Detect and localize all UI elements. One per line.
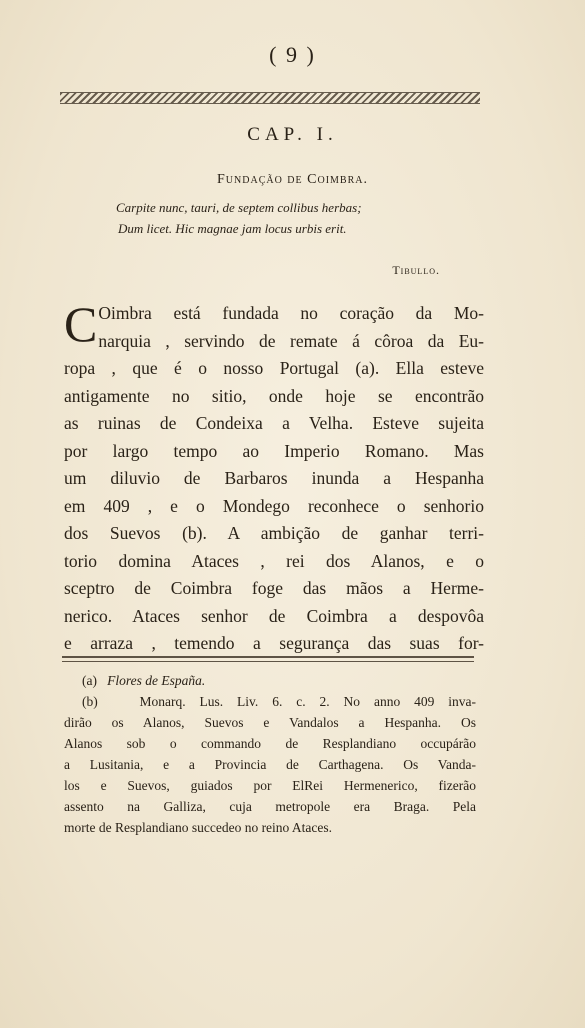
epigraph: [116, 197, 436, 239]
footnote-a: [64, 670, 476, 691]
footnote-label: (b): [82, 694, 98, 709]
chapter-title: Fundação de Coimbra.: [217, 172, 368, 187]
chapter-heading: CAP. I.: [247, 124, 338, 145]
footnote-text: Flores de España.: [107, 673, 206, 688]
page-number: ( 9 ): [269, 42, 316, 67]
text-line: um diluvio de Barbaros inunda a Hespanha: [64, 468, 484, 488]
footnotes: [64, 670, 476, 838]
text-line: as ruinas de Condeixa a Velha. Esteve sujeita: [64, 413, 484, 433]
drop-cap: C: [64, 296, 98, 352]
text-line: por largo tempo ao Imperio Romano. Mas: [64, 440, 484, 461]
text-line: antigamente no sitio, onde hoje se encontrão: [64, 385, 484, 406]
body-paragraph: [64, 296, 484, 658]
text-line: e arraza , temendo a segurança das suas for-: [64, 633, 484, 653]
text-line: Oimbra está fundada no coração da Mo-: [98, 303, 484, 323]
text-line: nerico. Ataces senhor de Coimbra a despovôa: [64, 605, 484, 626]
text-line: dos Suevos (b). A ambição de ganhar terri-: [64, 523, 484, 543]
footnote-b-line: los e Suevos, guiados por ElRei Hermenerico, fizerão: [64, 778, 476, 793]
epigraph-author: Tibullo.: [392, 263, 440, 277]
footnote-b-line: morte de Resplandiano succedeo no reino Ataces.: [64, 820, 333, 835]
text-line: sceptro de Coimbra foge das mãos a Herme-: [64, 578, 484, 598]
text-line: ropa , que é o nosso Portugal (a). Ella esteve: [64, 358, 484, 378]
footnote-b-line: assento na Galliza, cuja metropole era Braga. Pela: [64, 799, 476, 814]
footnote-b-line: a Lusitania, e a Provincia de Carthagena. Os Vanda-: [64, 757, 476, 772]
footnote-b-line: dirão os Alanos, Suevos e Vandalos a Hespanha. Os: [64, 715, 476, 730]
text-line: em 409 , e o Mondego reconhece o senhorio: [64, 495, 484, 516]
footnote-text: Monarq. Lus. Liv. 6. c. 2. No anno 409 inva-: [139, 694, 476, 709]
footnote-divider: [62, 656, 474, 662]
footnote-label: (a): [82, 673, 97, 688]
footnote-b-line: Alanos sob o commando de Resplandiano occupárão: [64, 736, 476, 751]
text-line: narquia , servindo de remate á côroa da Eu-: [98, 330, 484, 351]
ornamental-rule: [60, 92, 480, 104]
footnote-b-line: [64, 691, 476, 712]
epigraph-line: Carpite nunc, tauri, de septem collibus herbas;: [116, 200, 362, 215]
text-line: torio domina Ataces , rei dos Alanos, e o: [64, 550, 484, 571]
epigraph-line: Dum licet. Hic magnae jam locus urbis erit.: [118, 221, 347, 236]
